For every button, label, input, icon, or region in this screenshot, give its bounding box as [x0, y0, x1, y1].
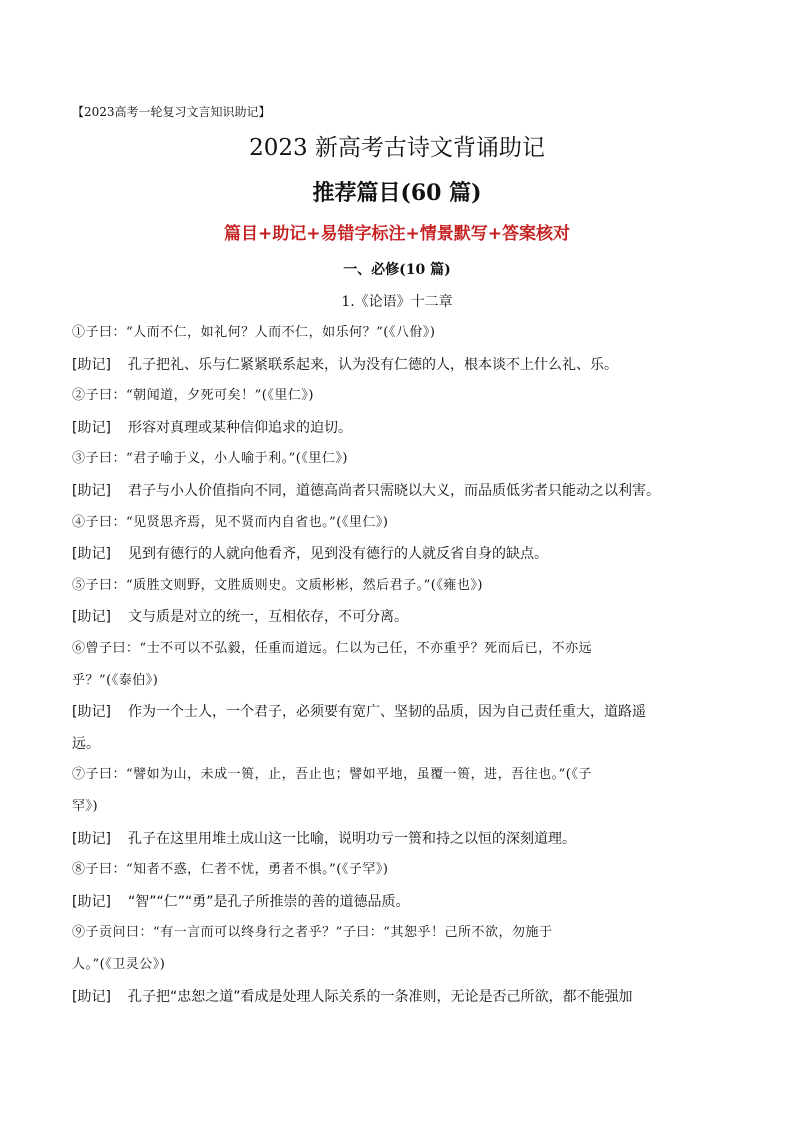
text-line: 远。	[72, 735, 100, 752]
document-title: 2023 新高考古诗文背诵助记	[249, 135, 545, 161]
note-text: 文与质是对立的统一，互相依存，不可分离。	[128, 609, 408, 626]
note-text: 作为一个士人，一个君子，必须要有宽广、坚韧的品质，因为自己责任重大，道路遥	[128, 704, 646, 721]
note-line	[72, 480, 724, 502]
note-text: 见到有德行的人就向他看齐，见到没有德行的人就反省自身的缺点。	[128, 546, 548, 563]
quote-line: ⑦子曰：“譬如为山，未成一篑，止，吾止也；譬如平地，虽覆一篑，进，吾往也。”(《子	[72, 767, 592, 783]
header-tag: 【2023高考一轮复习文言知识助记】	[72, 105, 271, 119]
note-label: [助记]	[72, 830, 111, 847]
note-label: [助记]	[72, 893, 111, 910]
quote-line: ②子曰：“朝闻道，夕死可矣！”(《里仁》)	[72, 388, 314, 404]
note-line	[72, 606, 724, 628]
note-text: 孔子把“忠恕之道”看成是处理人际关系的一条准则，无论是否己所欲，都不能强加	[128, 988, 633, 1005]
note-label: [助记]	[72, 483, 111, 499]
document-subtitle: 推荐篇目(60 篇)	[312, 180, 482, 206]
note-text: 形容对真理或某种信仰追求的迫切。	[128, 419, 352, 436]
note-label: [助记]	[72, 704, 111, 721]
quote-line: ④子曰：“见贤思齐焉，见不贤而内自省也。”(《里仁》)	[72, 514, 389, 530]
quote-line: 乎？”(《泰伯》)	[72, 672, 159, 688]
note-line	[72, 417, 724, 439]
note-line	[72, 354, 724, 376]
note-label: [助记]	[72, 609, 111, 626]
note-label: [助记]	[72, 988, 111, 1005]
note-text: 孔子在这里用堆土成山这一比喻，说明功亏一篑和持之以恒的深刻道理。	[128, 830, 576, 847]
note-text: “智”“仁”“勇”是孔子所推崇的善的道德品质。	[128, 893, 410, 910]
quote-line: ⑧子曰：“知者不惑，仁者不忧，勇者不惧。”(《子罕》)	[72, 862, 389, 878]
red-subtitle: 篇目+助记+易错字标注+情景默写+答案核对	[224, 224, 570, 244]
quote-line: 罕》)	[72, 799, 99, 814]
note-line	[72, 828, 724, 850]
quote-line: ①子曰：“人而不仁，如礼何？人而不仁，如乐何？”(《八佾》)	[72, 325, 436, 340]
note-label: [助记]	[72, 419, 111, 436]
note-line	[72, 986, 724, 1008]
note-label: [助记]	[72, 356, 111, 373]
note-text: 孔子把礼、乐与仁紧紧联系起来，认为没有仁德的人，根本谈不上什么礼、乐。	[128, 356, 618, 373]
note-line	[72, 891, 724, 913]
note-label: [助记]	[72, 546, 111, 563]
quote-line: 人。”(《卫灵公》)	[72, 957, 166, 972]
quote-line: ⑨子贡问曰：“有一言而可以终身行之者乎？”子曰：“其恕乎！己所不欲，勿施于	[72, 925, 553, 941]
quote-line: ⑥曾子曰：“士不可以不弘毅，任重而道远。仁以为己任，不亦重乎？死而后已，不亦远	[72, 641, 593, 656]
quote-line: ③子曰：“君子喻于义，小人喻于利。”(《里仁》)	[72, 451, 348, 467]
quote-line: ⑤子曰：“质胜文则野，文胜质则史。文质彬彬，然后君子。”(《雍也》)	[72, 577, 483, 593]
section-heading: 一、必修(10 篇)	[343, 262, 451, 278]
note-line	[72, 701, 724, 723]
note-text: 君子与小人价值指向不同，道德高尚者只需晓以大义，而品质低劣者只能动之以利害。	[128, 483, 660, 499]
chapter-heading: 1.《论语》十二章	[341, 294, 453, 310]
note-line	[72, 543, 724, 565]
